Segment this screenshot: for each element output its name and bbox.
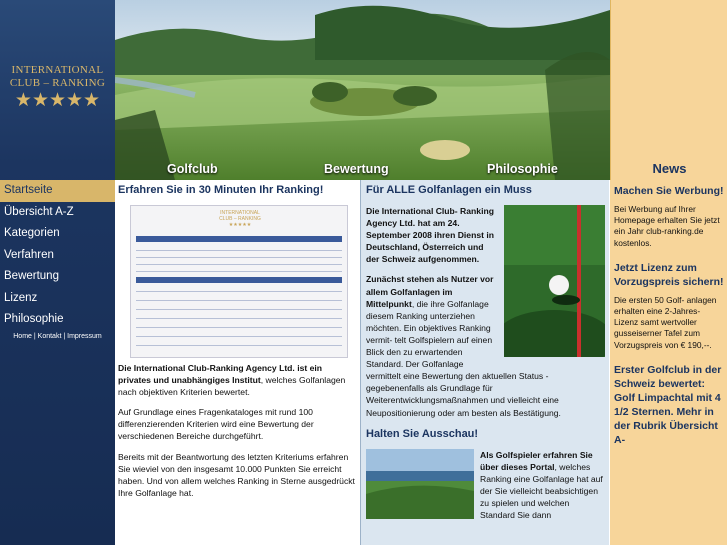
column-golfanlagen — [361, 180, 609, 545]
form-row — [136, 296, 342, 301]
questionnaire-image[interactable] — [130, 205, 348, 358]
paragraph: Als Golfspieler erfahren Sie über dieses Portal, welches Ranking eine Golfanlage hat auf der Sie vielleicht beabsichtigen zu spielen und welchen Standard Sie dann — [480, 449, 603, 521]
nav-item-uebersicht[interactable]: Übersicht A-Z — [4, 205, 74, 218]
logo-stars: ★★★★★ — [14, 90, 101, 111]
section-title: Erfahren Sie in 30 Minuten Ihr Ranking! — [118, 184, 324, 196]
form-row — [136, 267, 342, 272]
nav-item-startseite[interactable]: Startseite — [0, 180, 115, 202]
form-row — [136, 287, 342, 292]
news-item-text: Die ersten 50 Golf- anlagen erhalten eine 2-Jahres-Lizenz samt wertvoller gusseiserner Tafel zum Vorzugspreis von € 190,--. — [614, 294, 717, 350]
golf-ball-photo — [504, 205, 605, 357]
nav-item-kategorien[interactable]: Kategorien — [4, 227, 60, 239]
footer-links — [0, 333, 115, 340]
form-row — [136, 341, 342, 346]
form-row — [136, 332, 342, 337]
nav-item-lizenz[interactable]: Lizenz — [4, 291, 38, 304]
kontakt-link[interactable]: Kontakt — [37, 332, 62, 340]
form-row — [136, 246, 342, 251]
logo[interactable] — [0, 64, 115, 111]
paragraph: Die International Club- Ranking Agency Ltd. hat am 24. September 2008 ihren Dienst in Deutschland, Österreich und der Schweiz aufgenommen. — [366, 206, 494, 265]
section-title: Für ALLE Golfanlagen ein Muss — [366, 184, 532, 196]
form-row — [136, 260, 342, 265]
logo-line2: CLUB – RANKING — [9, 77, 106, 89]
sidebar — [0, 0, 115, 545]
news-item-title[interactable]: Machen Sie Werbung! — [614, 185, 724, 197]
form-category-bar — [136, 277, 342, 283]
news-header — [610, 0, 727, 180]
paragraph: Bereits mit der Beantwortung des letzten Kriteriums erfahren Sie wieviel von den insgesamt 10.000 Punkten Sie erreicht haben. Und von allem welches Ranking in Sterne ausgedrückt Ihre Golfanlage hat. — [118, 451, 355, 498]
form-row — [136, 323, 342, 328]
tab-philosophie[interactable]: Philosophie — [487, 162, 558, 176]
header-banner — [115, 0, 610, 180]
section-title: Halten Sie Ausschau! — [366, 427, 479, 440]
logo-line1: INTERNATIONAL — [11, 64, 104, 76]
nav-item-philosophie[interactable]: Philosophie — [4, 313, 64, 325]
home-link[interactable]: Home — [13, 332, 32, 340]
news-item-text: Bei Werbung auf Ihrer Homepage erhalten Sie jetzt ein Jahr club-ranking.de kostenlos. — [614, 204, 720, 248]
intro-paragraph: Die International Club-Ranking Agency Ltd. ist ein privates und unabhängiges Institut, welches Golfanlagen nach objektiven Kriterien bewertet. — [118, 363, 346, 398]
form-row — [136, 314, 342, 319]
link-separator: | — [31, 332, 38, 340]
news-item-title[interactable]: Erster Golfclub in der Schweiz bewertet: Golf Limpachtal mit 4 1/2 Sternen. Mehr in der Rubrik Übersicht A- — [614, 363, 722, 446]
column-ranking — [115, 180, 360, 545]
news-title: News — [652, 161, 687, 176]
column-news — [610, 180, 727, 545]
nav-item-verfahren[interactable]: Verfahren — [4, 248, 54, 261]
questionnaire-logo: INTERNATIONAL CLUB – RANKING ★★★★★ — [219, 210, 261, 228]
golf-course-photo — [115, 0, 610, 180]
golf-course-photo — [366, 449, 474, 519]
paragraph: Zunächst stehen als Nutzer vor allem Golfanlagen im Mittelpunkt, die ihre Golfanlage diesem Ranking unterziehen möchten. Ein objektives Ranking vermit- telt Golfspielern auf einen Blick den zu erwartenden Standard. Der Golfanlage vermittelt eine Bewertung den aktuellen Status - gegebenenfalls als Grundlage für Weiterentwicklungsmaßnahmen und vielleicht eine Neupositionierung oder am besten als Bestätigung. — [366, 274, 561, 418]
form-header-bar — [136, 236, 342, 242]
form-row — [136, 253, 342, 258]
news-item-title[interactable]: Jetzt Lizenz zum Vorzugspreis sichern! — [614, 261, 724, 288]
impressum-link[interactable]: Impressum — [67, 332, 102, 340]
link-separator: | — [61, 332, 68, 340]
tab-bewertung[interactable]: Bewertung — [324, 162, 389, 176]
form-row — [136, 305, 342, 310]
main-nav — [0, 180, 115, 340]
tab-golfclub[interactable]: Golfclub — [167, 162, 218, 176]
nav-item-bewertung[interactable]: Bewertung — [4, 270, 59, 282]
paragraph: Auf Grundlage eines Fragenkataloges mit rund 100 differenzierenden Kriterien wird eine Bewertung der verschiedenen Bereiche durchgeführt. — [118, 407, 314, 442]
